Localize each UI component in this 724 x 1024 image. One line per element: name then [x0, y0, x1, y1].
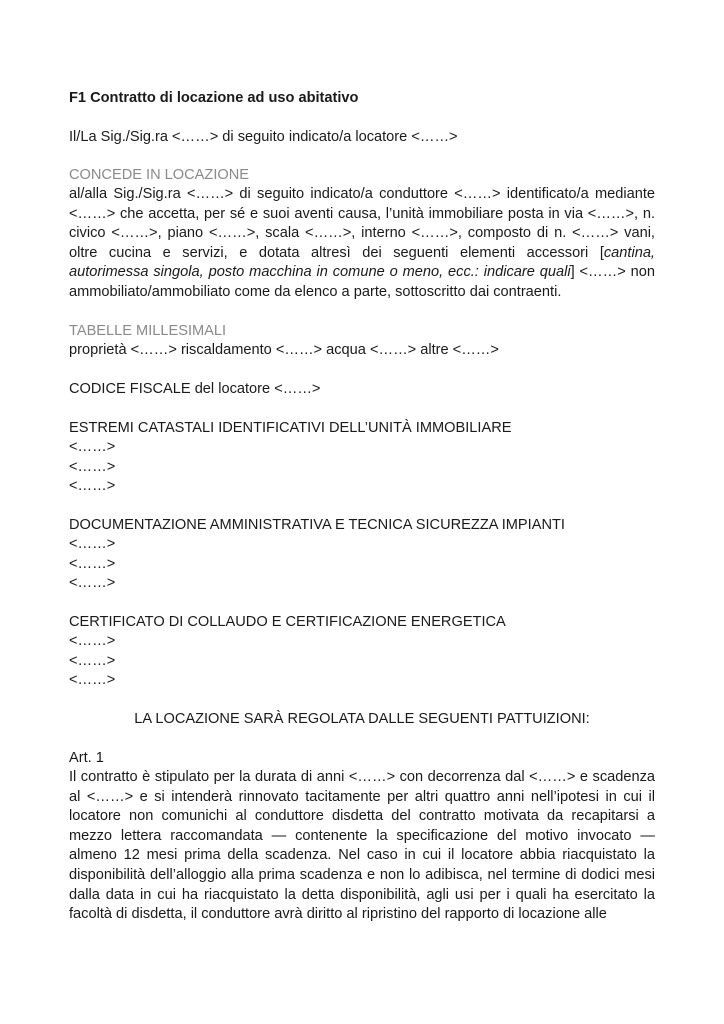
tabelle-heading: TABELLE MILLESIMALI — [69, 323, 227, 339]
estremi-item: <……> — [69, 439, 116, 455]
certificato-heading: CERTIFICATO DI COLLAUDO E CERTIFICAZIONE ENERGETICA — [69, 614, 506, 630]
art1-text: Il contratto è stipulato per la durata di anni <……> con decorrenza dal <……> e scadenza al <……> e si intenderà rinnovato tacitamente per altri quattro anni nell’ipotesi in cui il locatore non comunichi al conduttore disdetta del contratto motivata da recapitarsi a mezzo lettera raccomandata — contenente la specificazione del motivo invocato — almeno 12 mesi prima della scadenza. Nel caso in cui il locatore abbia riacquistato la disponibilità dell’alloggio alla prima scadenza e non lo adibisca, nel termine di dodici mesi dalla data in cui ha riacquistato la detta disponibilità, agli usi per i quali ha esercitato la facoltà di disdetta, il conduttore avrà diritto al ripristino del rapporto di locazione alle — [69, 769, 655, 923]
documentazione-item: <……> — [69, 556, 116, 572]
codice-fiscale-text: del locatore <……> — [190, 381, 321, 397]
certificato-item: <……> — [69, 653, 116, 669]
codice-fiscale-line — [69, 380, 320, 400]
certificato-item: <……> — [69, 633, 116, 649]
documentazione-item: <……> — [69, 536, 116, 552]
locatore-line: Il/La Sig./Sig.ra <……> di seguito indicato/a locatore <……> — [69, 129, 458, 145]
concede-text-italic: cantina, autorimessa singola, posto macchina in comune o meno, ecc.: indicare quali — [69, 244, 655, 281]
estremi-item: <……> — [69, 478, 116, 494]
estremi-heading: ESTREMI CATASTALI IDENTIFICATIVI DELL’UNITÀ IMMOBILIARE — [69, 420, 512, 436]
concede-heading: CONCEDE IN LOCAZIONE — [69, 167, 250, 183]
art1-heading: Art. 1 — [69, 750, 104, 766]
regolata-heading: LA LOCAZIONE SARÀ REGOLATA DALLE SEGUENTI PATTUIZIONI: — [134, 711, 590, 727]
documentazione-heading: DOCUMENTAZIONE AMMINISTRATIVA E TECNICA SICUREZZA IMPIANTI — [69, 517, 565, 533]
certificato-item: <……> — [69, 672, 116, 688]
codice-fiscale-heading: CODICE FISCALE — [69, 381, 191, 397]
concede-text-b: ] <……> non ammobiliato/ammobiliato come da elenco a parte, sottoscritto dai contraenti. — [69, 264, 655, 300]
art1-paragraph — [69, 768, 655, 925]
documentazione-item: <……> — [69, 575, 116, 591]
tabelle-text: proprietà <……> riscaldamento <……> acqua <……> altre <……> — [69, 342, 499, 358]
document-title: F1 Contratto di locazione ad uso abitativo — [69, 90, 359, 106]
concede-paragraph — [69, 185, 655, 303]
estremi-item: <……> — [69, 459, 116, 475]
concede-text-a: al/alla Sig./Sig.ra <……> di seguito indicato/a conduttore <……> identificato/a mediante <……> che accetta, per sé e suoi aventi causa, l’unità immobiliare posta in via <……>, n. civico <……>, piano <……>, scala <……>, interno <……>, composto di n. <……> vani, oltre cucina e servizi, e dotata altresì dei seguenti elementi accessori [ — [69, 186, 655, 261]
